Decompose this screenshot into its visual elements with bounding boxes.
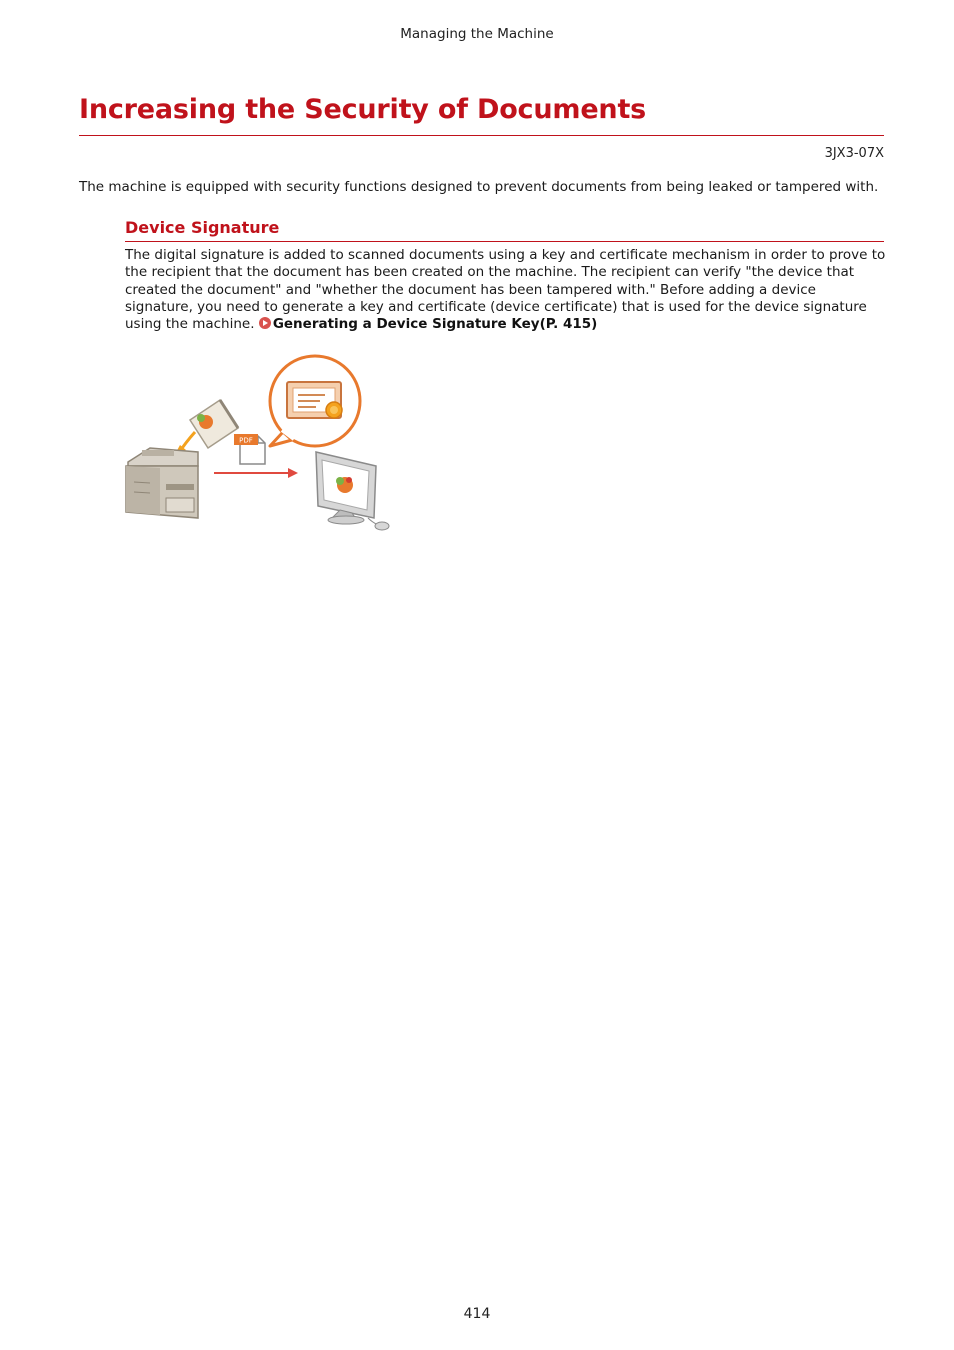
scroll-document-icon bbox=[174, 400, 238, 456]
pdf-file-icon bbox=[234, 434, 265, 464]
section-body-text: The digital signature is added to scanned documents using a key and certificate mechanism in order to prove to the recipient that the document has been created on the machine. The recipient can verify "the device that created the document" and "whether the document has been tampered with." Before adding a device signature, you need to generate a key and certificate (device certificate) that is used for the device signature using the machine. bbox=[125, 247, 886, 333]
title-divider bbox=[79, 135, 884, 136]
document-id: 3JX3-07X bbox=[824, 146, 884, 161]
running-header: Managing the Machine bbox=[400, 26, 554, 42]
intro-paragraph: The machine is equipped with security functions designed to prevent documents from being leaked or tampered with. bbox=[79, 179, 879, 195]
section-heading: Device Signature bbox=[125, 218, 280, 237]
xref-link[interactable] bbox=[259, 316, 598, 332]
certificate-bubble-icon bbox=[270, 356, 360, 446]
pdf-file-label: PDF bbox=[239, 436, 253, 445]
monitor-icon bbox=[316, 452, 389, 530]
section-body bbox=[125, 247, 887, 333]
xref-link-text: Generating a Device Signature Key(P. 415) bbox=[272, 316, 598, 333]
printer-icon bbox=[126, 448, 198, 518]
section-divider bbox=[125, 241, 884, 242]
device-signature-illustration bbox=[120, 350, 400, 540]
page-number: 414 bbox=[463, 1306, 491, 1322]
page-title: Increasing the Security of Documents bbox=[79, 94, 647, 125]
play-arrow-icon bbox=[259, 317, 271, 329]
transfer-arrow-icon bbox=[214, 468, 298, 478]
